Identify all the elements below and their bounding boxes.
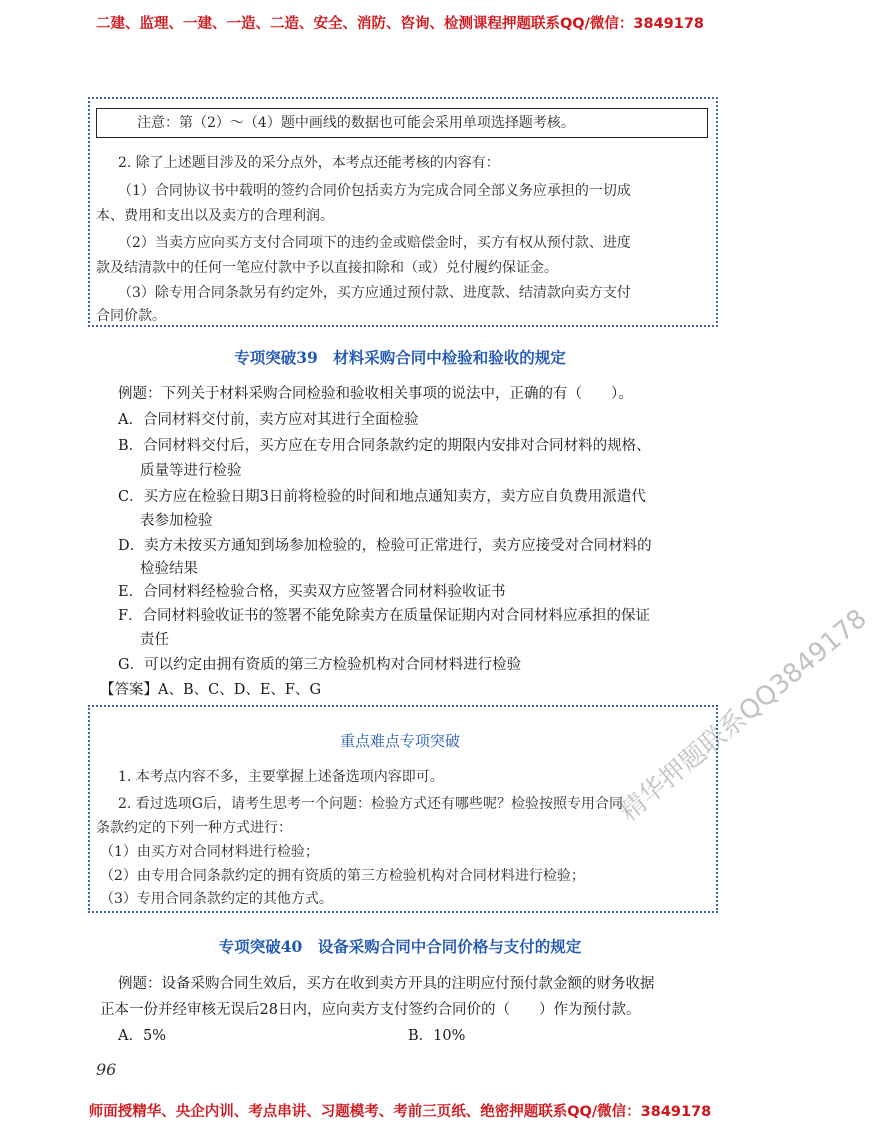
- option-d-cont: 检验结果: [140, 561, 198, 577]
- box1-line: （2）当卖方应向买方支付合同项下的违约金或赔偿金时，买方有权从预付款、进度: [118, 235, 631, 251]
- note-frame: 注意：第（2）～（4）题中画线的数据也可能会采用单项选择题考核。: [96, 108, 708, 138]
- option-d: D．卖方未按买方通知到场参加检验的，检验可正常进行，卖方应接受对合同材料的: [118, 538, 652, 554]
- box1-line: （1）合同协议书中载明的签约合同价包括卖方为完成合同全部义务应承担的一切成: [118, 183, 631, 199]
- box2-title: 重点难点专项突破: [339, 732, 460, 750]
- option-a: A．合同材料交付前，卖方应对其进行全面检验: [118, 412, 419, 428]
- bottom-banner: 师面授精华、央企内训、考点串讲、习题模考、考前三页纸、绝密押题联系QQ/微信：3849178: [88, 1104, 712, 1120]
- page-number: 96: [96, 1060, 117, 1079]
- box1-line: 本、费用和支出以及卖方的合理利润。: [96, 208, 334, 224]
- answer: 【答案】A、B、C、D、E、F、G: [100, 682, 322, 698]
- box1-line: 合同价款。: [96, 308, 166, 324]
- question-stem: 例题：设备采购合同生效后，买方在收到卖方开具的注明应付预付款金额的财务收据: [118, 976, 655, 992]
- box2-line: 2. 看过选项G后，请考生思考一个问题：检验方式还有哪些呢？检验按照专用合同: [118, 796, 623, 812]
- option-b: B．合同材料交付后，买方应在专用合同条款约定的期限内安排对合同材料的规格、: [118, 438, 651, 454]
- option-g: G．可以约定由拥有资质的第三方检验机构对合同材料进行检验: [118, 657, 522, 673]
- watermark: 精华押题联系QQ3849178: [613, 603, 873, 828]
- section-40-title: 专项突破40 设备采购合同中合同价格与支付的规定: [218, 937, 582, 956]
- option-c: C．买方应在检验日期3日前将检验的时间和地点通知卖方，卖方应自负费用派遣代: [118, 489, 646, 505]
- option-e: E．合同材料经检验合格，买卖双方应签署合同材料验收证书: [118, 584, 506, 600]
- top-banner: 二建、监理、一建、一造、二造、安全、消防、咨询、检测课程押题联系QQ/微信：3849178: [95, 16, 705, 32]
- question-stem-cont: 正本一份并经审核无误后28日内，应向卖方支付签约合同价的（ ）作为预付款。: [100, 1002, 641, 1018]
- option-f-cont: 责任: [140, 632, 169, 648]
- box2-line: （1）由买方对合同材料进行检验；: [100, 844, 319, 860]
- option-b-cont: 质量等进行检验: [140, 463, 242, 479]
- section-39-title: 专项突破39 材料采购合同中检验和验收的规定: [234, 348, 566, 367]
- box1-line: 款及结清款中的任何一笔应付款中予以直接扣除和（或）兑付履约保证金。: [96, 260, 558, 276]
- box2-line: （3）专用合同条款约定的其他方式。: [100, 891, 333, 907]
- option-a: A．5%: [118, 1028, 166, 1044]
- box2-line: （2）由专用合同条款约定的拥有资质的第三方检验机构对合同材料进行检验；: [100, 868, 585, 884]
- box2-line: 1. 本考点内容不多，主要掌握上述备选项内容即可。: [118, 769, 444, 785]
- option-f: F．合同材料验收证书的签署不能免除卖方在质量保证期内对合同材料应承担的保证: [118, 608, 651, 624]
- option-c-cont: 表参加检验: [140, 513, 213, 529]
- box2-line: 条款约定的下列一种方式进行：: [96, 820, 292, 836]
- option-b: B．10%: [408, 1028, 466, 1044]
- question-stem: 例题：下列关于材料采购合同检验和验收相关事项的说法中，正确的有（ ）。: [118, 386, 633, 402]
- box1-line: （3）除专用合同条款另有约定外，买方应通过预付款、进度款、结清款向卖方支付: [118, 285, 631, 301]
- box1-line: 2. 除了上述题目涉及的采分点外，本考点还能考核的内容有：: [118, 155, 500, 171]
